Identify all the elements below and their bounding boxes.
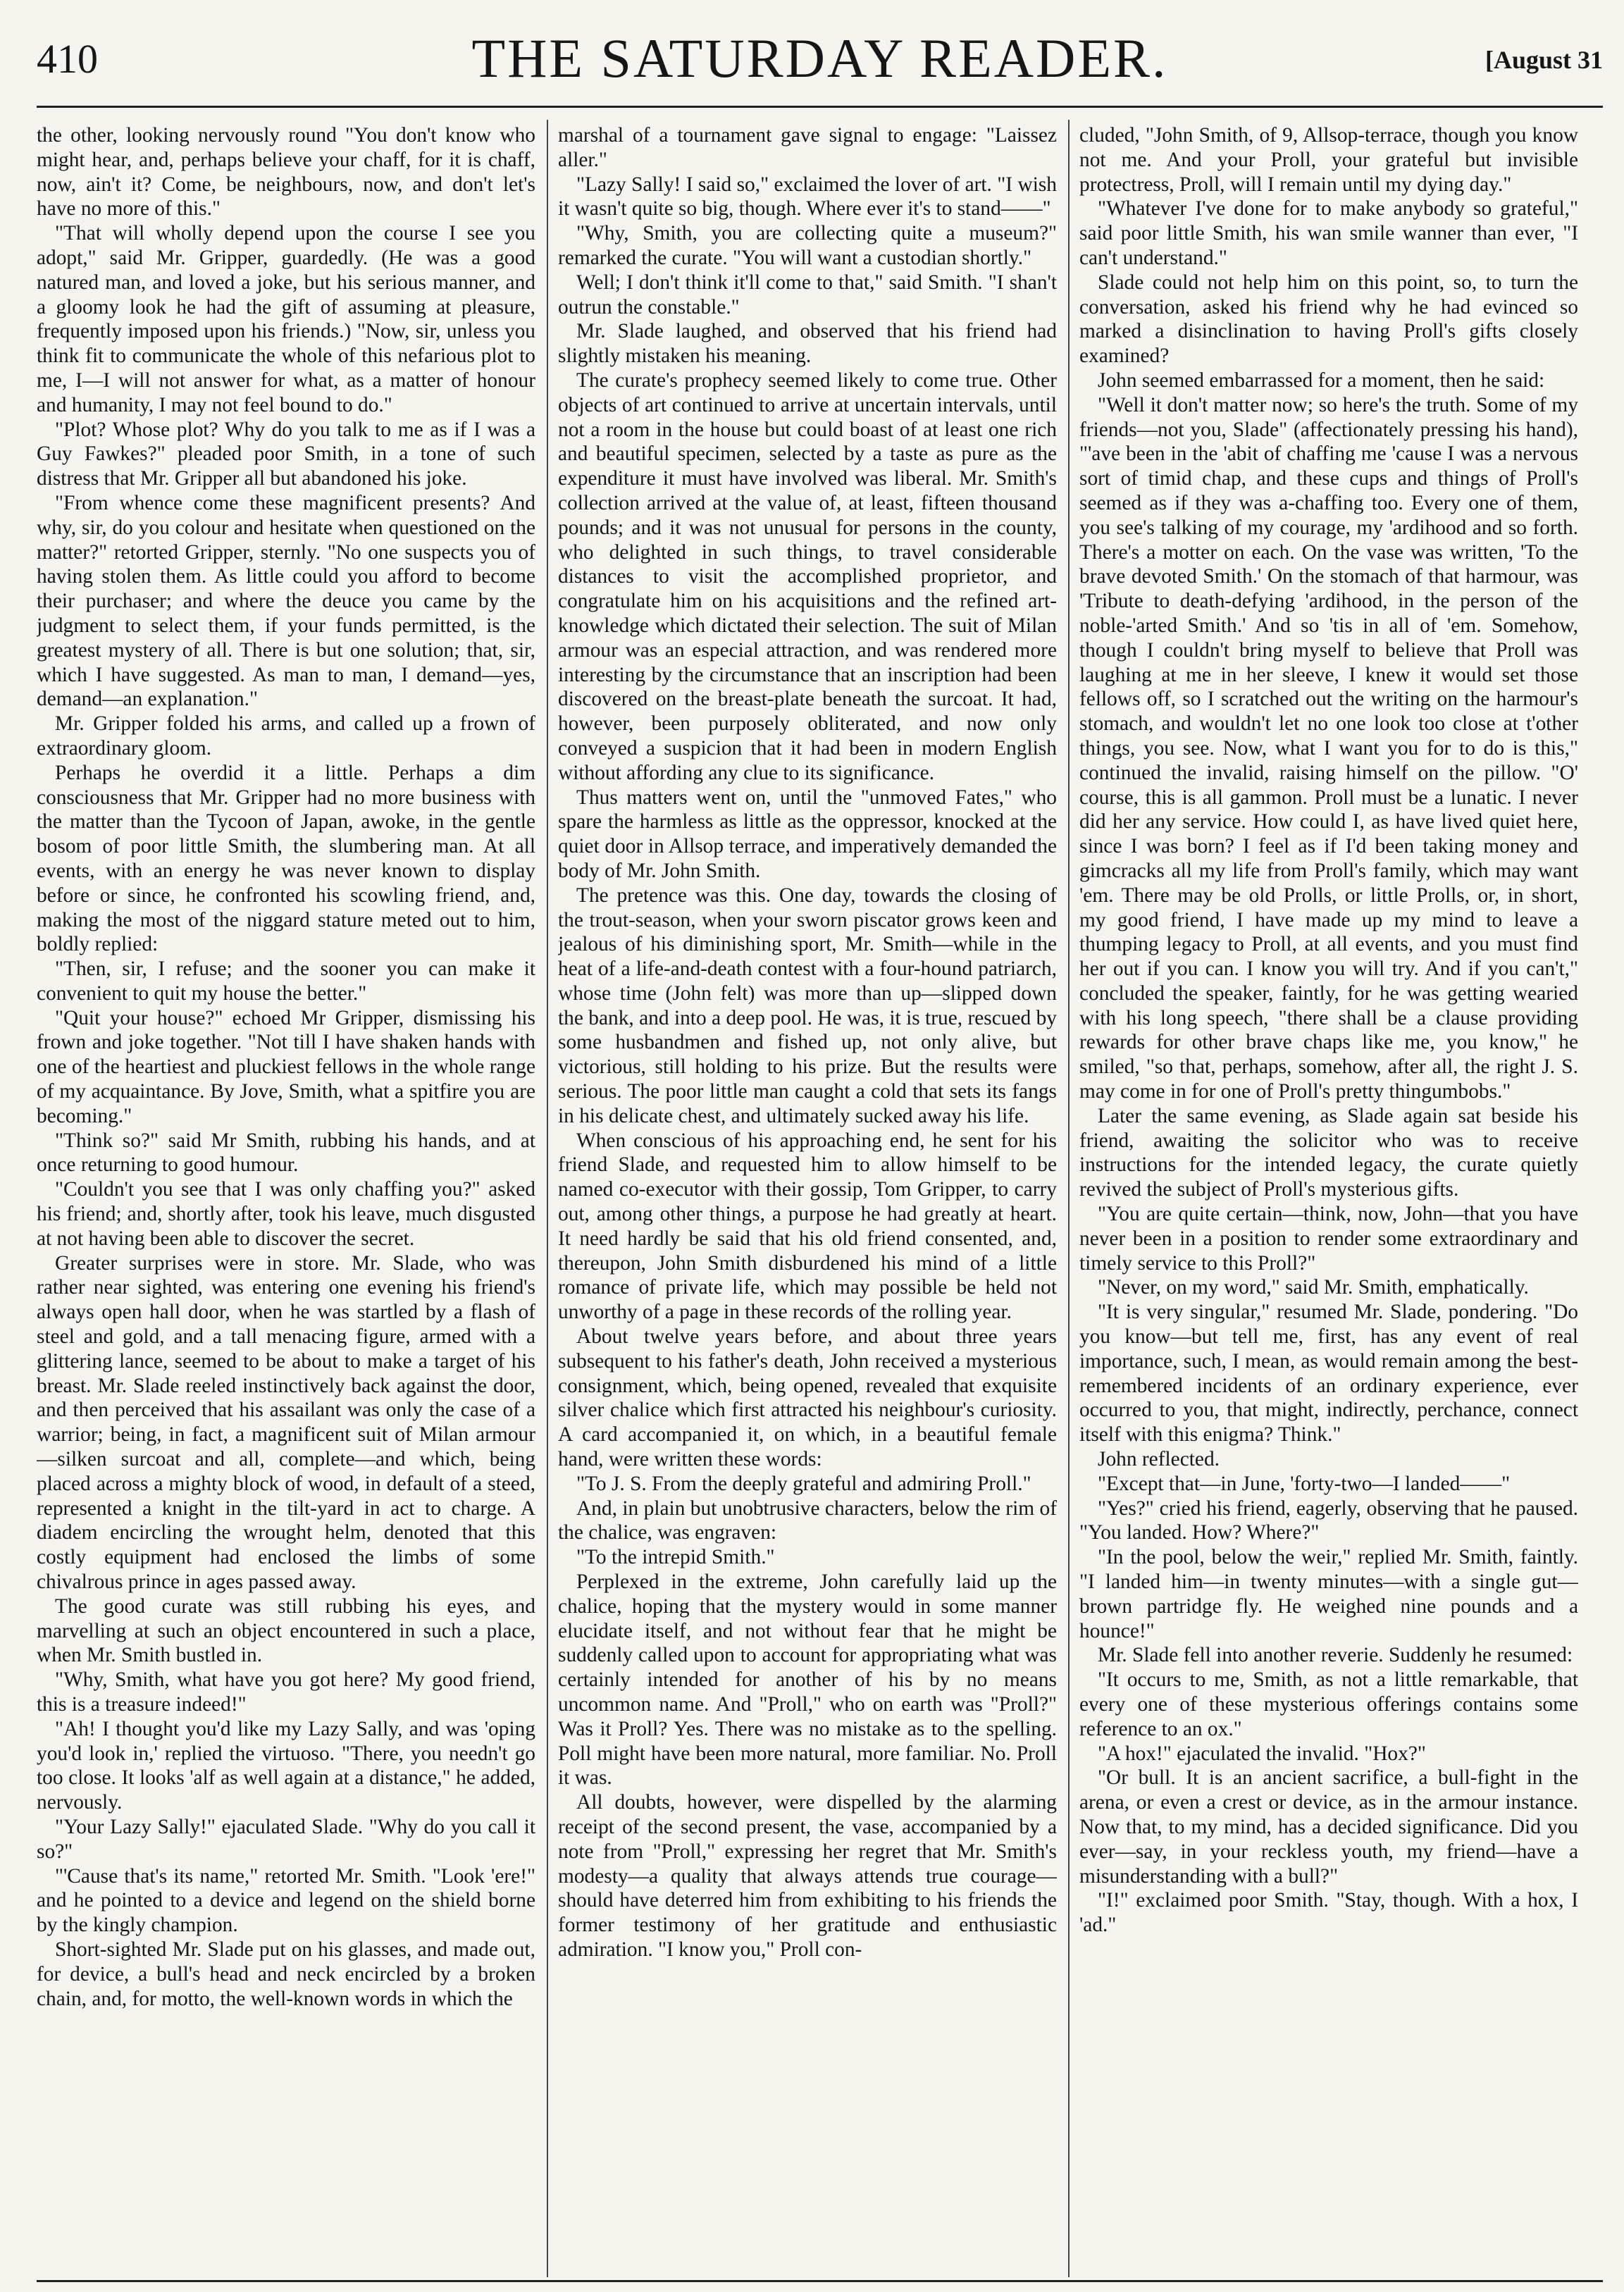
paragraph: "Never, on my word," said Mr. Smith, emphatically. [1098, 1276, 1529, 1299]
paragraph: Mr. Slade fell into another reverie. Suddenly he resumed: [1098, 1644, 1573, 1667]
paragraph: "Plot? Whose plot? Why do you talk to me as if I was a Guy Fawkes?" pleaded poor Smith, in a tone of such distress that Mr. Gripper all but abandoned his joke. [37, 418, 535, 490]
paragraph: About twelve years before, and about three years subsequent to his father's death, John received a mysterious consignment, which, being opened, revealed that exquisite silver chalice which first attracted his neighbour's curiosity. A card accompanied it, on which, in a beautiful female hand, were written these words: [558, 1325, 1057, 1471]
paragraph: Mr. Gripper folded his arms, and called up a frown of extraordinary gloom. [37, 712, 535, 760]
footer-rule [37, 2280, 1603, 2282]
paragraph: "Why, Smith, what have you got here? My good friend, this is a treasure indeed!" [37, 1668, 535, 1716]
paragraph: When conscious of his approaching end, he sent for his friend Slade, and requested him to allow himself to be named co-executor with their gossip, Tom Gripper, to carry out, among other things, a purpose he had greatly at heart. It need hardly be said that his old friend consented, and, thereupon, John Smith disburdened his mind of a little romance of private life, which may possible be held not unworthy of a page in these records of the rolling year. [558, 1129, 1057, 1324]
paragraph: Well; I don't think it'll come to that," said Smith. "I shan't outrun the constable." [558, 271, 1057, 318]
paragraph: "Or bull. It is an ancient sacrifice, a bull-fight in the arena, or even a crest or device, as in the armour instance. Now that, to my mind, has a decided significance. Did you ever—say, in your reckless youth, my friend—have a misunderstanding with a bull?" [1079, 1766, 1578, 1888]
issue-date: [August 31 [1484, 46, 1603, 74]
paragraph: "Except that—in June, 'forty-two—I landed——" [1098, 1472, 1511, 1495]
paragraph: "To J. S. From the deeply grateful and admiring Proll." [576, 1472, 1031, 1495]
paragraph: Later the same evening, as Slade again sat beside his friend, awaiting the solicitor who was to receive instructions for the intended legacy, the curate quietly revived the subject of Proll's mysterious gifts. [1079, 1104, 1578, 1201]
column-divider [1068, 120, 1070, 2277]
paragraph: "Think so?" said Mr Smith, rubbing his hands, and at once returning to good humour. [37, 1129, 535, 1177]
paragraph: "Ah! I thought you'd like my Lazy Sally, and was 'oping you'd look in,' replied the virtuoso. "There, you needn't go too close. It looks 'alf as well again at a distance," he added, nervously. [37, 1717, 535, 1814]
paragraph: "Then, sir, I refuse; and the sooner you can make it convenient to quit my house the better." [37, 958, 535, 1005]
page-number: 410 [37, 36, 98, 82]
paragraph: All doubts, however, were dispelled by the alarming receipt of the second present, the vase, accompanied by a note from "Proll," expressing her regret that Mr. Smith's modesty—a quality that always attends true courage—should have deterred him from exhibiting to his friends the former testimony of her gratitude and enthusiastic admiration. "I know you," Proll con- [558, 1791, 1057, 1961]
paragraph: cluded, "John Smith, of 9, Allsop-terrace, though you know not me. And your Proll, your grateful but invisible protectress, Proll, will I remain until my dying day." [1079, 124, 1578, 196]
column-divider [547, 120, 548, 2277]
paragraph: "In the pool, below the weir," replied Mr. Smith, faintly. "I landed him—in twenty minutes—with a single gut—brown partridge fly. He weighed nine pounds and a hounce!" [1079, 1546, 1578, 1642]
text-column-2 [558, 123, 1057, 2276]
paragraph: Perplexed in the extreme, John carefully laid up the chalice, hoping that the mystery would in some manner elucidate itself, and not without fear that he might be suddenly called upon to account for appropriating what was certainly intended for another of his by no means uncommon name. And "Proll," who on earth was "Proll?" Was it Proll? Yes. There was no mistake as to the spelling. Poll might have been more natural, more familiar. No. Proll it was. [558, 1571, 1057, 1790]
paragraph: "Yes?" cried his friend, eagerly, observing that he paused. "You landed. How? Where?" [1079, 1497, 1578, 1544]
paragraph: Greater surprises were in store. Mr. Slade, who was rather near sighted, was entering one evening his friend's always open hall door, when he was startled by a flash of steel and gold, and a tall menacing figure, armed with a glittering lance, seemed to be about to make a target of his breast. Mr. Slade reeled instinctively back against the door, and then perceived that his assailant was only the case of a warrior; being, in fact, a magnificent suit of Milan armour—silken surcoat and all, complete—and which, being placed across a mighty block of wood, in default of a steed, represented a knight in the tilt-yard in act to charge. A diadem encircling the wrought helm, denoted that this costly equipment had enclosed the limbs of some chivalrous prince in ages passed away. [37, 1251, 535, 1594]
paragraph: "Lazy Sally! I said so," exclaimed the lover of art. "I wish it wasn't quite so big, though. Where ever it's to stand——" [558, 173, 1057, 221]
publication-title: THE SATURDAY READER. [471, 27, 1168, 89]
paragraph: "It occurs to me, Smith, as not a little remarkable, that every one of these mysterious offerings contains some reference to an ox." [1079, 1668, 1578, 1740]
paragraph: "It is very singular," resumed Mr. Slade, pondering. "Do you know—but tell me, first, has any event of real importance, such, I mean, as would remain among the best-remembered incidents of an ordinary experience, ever occurred to you, that might, indirectly, perchance, connect itself with this enigma? Think." [1079, 1301, 1578, 1447]
paragraph: "Why, Smith, you are collecting quite a museum?" remarked the curate. "You will want a custodian shortly." [558, 222, 1057, 269]
paragraph: John seemed embarrassed for a moment, then he said: [1098, 368, 1545, 392]
paragraph: Mr. Slade laughed, and observed that his friend had slightly mistaken his meaning. [558, 320, 1057, 368]
paragraph: The curate's prophecy seemed likely to come true. Other objects of art continued to arrive at uncertain intervals, until not a room in the house but could boast of at least one rich and beautiful specimen, selected by a taste as pure as the expenditure it must have involved was liberal. Mr. Smith's collection arrived at the value of, at least, fifteen thousand pounds; and it was not unusual for persons in the county, who delighted in such things, to travel considerable distances to visit the accomplished proprietor, and congratulate him on his acquisitions and the refined art-knowledge which dictated their selection. The suit of Milan armour was an especial attraction, and was rendered more interesting by the circumstance that an inscription had been discovered on the breast-plate beneath the surcoat. It had, however, been purposely obliterated, and now only conveyed a suspicion that it had been in modern English without affording any clue to its significance. [558, 368, 1057, 784]
header-rule [37, 106, 1603, 108]
paragraph: Perhaps he overdid it a little. Perhaps a dim consciousness that Mr. Gripper had no more business with the matter than the Tycoon of Japan, awoke, in the gentle bosom of poor little Smith, the slumbering man. At all events, with an energy he was never known to display before or since, he confronted his scowling friend, and, making the most of the niggard stature meted out to him, boldly replied: [37, 761, 535, 956]
paragraph: "Whatever I've done for to make anybody so grateful," said poor little Smith, his wan smile wanner than ever, "I can't understand." [1079, 197, 1578, 269]
page-header [37, 25, 1603, 96]
text-column-1 [37, 123, 535, 2276]
paragraph: And, in plain but unobtrusive characters, below the rim of the chalice, was engraven: [558, 1497, 1057, 1544]
paragraph: Short-sighted Mr. Slade put on his glasses, and made out, for device, a bull's head and neck encircled by a broken chain, and, for motto, the well-known words in which the [37, 1938, 535, 2010]
paragraph: "Well it don't matter now; so here's the truth. Some of my friends—not you, Slade" (affectionately pressing his hand), "'ave been in the 'abit of chaffing me 'cause I was a nervous sort of timid chap, and these cups and things of Proll's seemed as if they was a-chaffing too. Every one of them, you see's talking of my courage, my 'ardihood and so forth. There's a motter on each. On the vase was written, 'To the brave devoted Smith.' On the stomach of that harmour, was 'Tribute to death-defying 'ardihood, in the person of the noble-'arted Smith.' And so 'tis in all of 'em. Somehow, though I couldn't bring myself to believe that Proll was laughing at me in her sleeve, I knew it would set those fellows off, so I scratched out the writing on the harmour's stomach, and wouldn't let no one look too close at t'other things, you see. Now, what I want you for to do is this," continued the invalid, raising himself on the pillow. "O' course, this is all gammon. Proll must be a lunatic. I never did her any service. How could I, as have lived quiet here, since I was born? I feel as if I'd been taking money and gimcracks all my life from Proll's family, which may want 'em. There may be old Prolls, or little Prolls, or, in short, my good friend, I have made up my mind to leave a thumping legacy to Proll, at all events, and you must find her out if you can. I know you will try. And if you can't," concluded the speaker, faintly, for he was getting wearied with his long speech, "there shall be a clause providing rewards for other brave chaps like me, you know," he smiled, "so that, perhaps, somehow, after all, the right J. S. may come in for one of Proll's pretty thingumbobs." [1079, 393, 1578, 1103]
paragraph: "That will wholly depend upon the course I see you adopt," said Mr. Gripper, guardedly. (He was a good natured man, and loved a joke, but his serious manner, and a gloomy look he had the gift of assuming at pleasure, frequently imposed upon his friends.) "Now, sir, unless you think fit to communicate the whole of this nefarious plot to me, I—I will not answer for what, as a matter of honour and humanity, I may not feel bound to do." [37, 222, 535, 416]
paragraph: "To the intrepid Smith." [576, 1546, 775, 1569]
paragraph: The pretence was this. One day, towards the closing of the trout-season, when your sworn piscator grows keen and jealous of his diminishing sport, Mr. Smith—while in the heat of a life-and-death contest with a four-hound patriarch, whose time (John felt) was more than up—slipped down the bank, and into a deep pool. He was, it is true, rescued by some husbandmen and fished up, not only alive, but victorious, still holding to his prize. But the results were serious. The poor little man caught a cold that sets its fangs in his delicate chest, and ultimately sucked away his life. [558, 884, 1057, 1127]
paragraph: "From whence come these magnificent presents? And why, sir, do you colour and hesitate when questioned on the matter?" retorted Gripper, sternly. "No one suspects you of having stolen them. As little could you afford to become their purchaser; and where the deuce you came by the judgment to select them, if your funds permitted, is the greatest mystery of all. There is but one solution; that, sir, which I have suggested. As man to man, I demand—yes, demand—an explanation." [37, 491, 535, 711]
paragraph: The good curate was still rubbing his eyes, and marvelling at such an object encountered in such a place, when Mr. Smith bustled in. [37, 1594, 535, 1667]
paragraph: the other, looking nervously round "You don't know who might hear, and, perhaps believe your chaff, for it is chaff, now, ain't it? Come, be neighbours, now, and don't let's have no more of this." [37, 124, 535, 221]
paragraph: "A hox!" ejaculated the invalid. "Hox?" [1098, 1742, 1426, 1765]
paragraph: "Your Lazy Sally!" ejaculated Slade. "Why do you call it so?" [37, 1815, 535, 1863]
paragraph: "I!" exclaimed poor Smith. "Stay, though. With a hox, I 'ad." [1079, 1889, 1578, 1937]
paragraph: "You are quite certain—think, now, John—that you have never been in a position to render some extraordinary and timely service to this Proll?" [1079, 1203, 1578, 1275]
paragraph: "'Cause that's its name," retorted Mr. Smith. "Look 'ere!" and he pointed to a device and legend on the shield borne by the kingly champion. [37, 1864, 535, 1937]
text-column-3 [1079, 123, 1578, 2276]
paragraph: John reflected. [1098, 1448, 1220, 1471]
paragraph: marshal of a tournament gave signal to engage: "Laissez aller." [558, 124, 1057, 171]
paragraph: "Quit your house?" echoed Mr Gripper, dismissing his frown and joke together. "Not till I have shaken hands with one of the heartiest and pluckiest fellows in the whole range of my acquaintance. By Jove, Smith, what a spitfire you are becoming." [37, 1006, 535, 1127]
paragraph: Thus matters went on, until the "unmoved Fates," who spare the harmless as little as the oppressor, knocked at the quiet door in Allsop terrace, and imperatively demanded the body of Mr. John Smith. [558, 786, 1057, 882]
paragraph: Slade could not help him on this point, so, to turn the conversation, asked his friend why he had evinced so marked a disinclination to having Proll's gifts closely examined? [1079, 271, 1578, 368]
paragraph: "Couldn't you see that I was only chaffing you?" asked his friend; and, shortly after, took his leave, much disgusted at not having been able to discover the secret. [37, 1178, 535, 1250]
